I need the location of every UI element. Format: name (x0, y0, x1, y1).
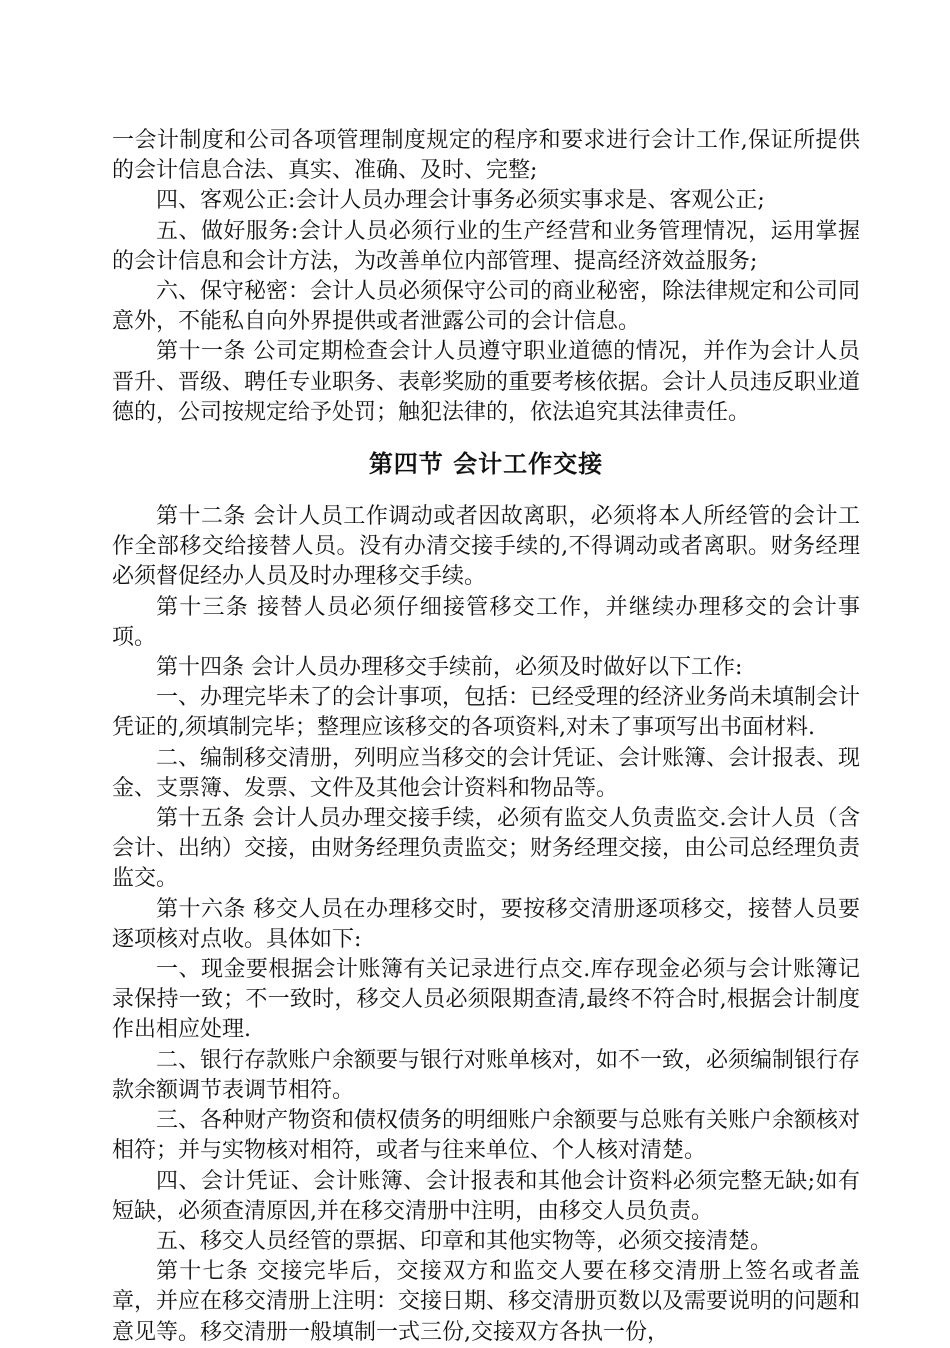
paragraph-assets-debts: 三、各种财产物资和债权债务的明细账户余额要与总账有关账户余额核对相符；并与实物核对相符，或者与往来单位、个人核对清楚。 (112, 1108, 861, 1164)
paragraph-bank-deposit: 二、银行存款账户余额要与银行对账单核对，如不一致，必须编制银行存款余额调节表调节相符。 (112, 1047, 861, 1103)
paragraph-article-13: 第十三条 接替人员必须仔细接管移交工作，并继续办理移交的会计事项。 (112, 594, 860, 650)
paragraph-continued: 一会计制度和公司各项管理制度规定的程序和要求进行会计工作,保证所提供的会计信息合法、真实、准确、及时、完整; (112, 128, 860, 184)
paragraph-accounting-materials: 四、会计凭证、会计账簿、会计报表和其他会计资料必须完整无缺;如有短缺，必须查清原因,并在移交清册中注明，由移交人员负责。 (112, 1168, 860, 1224)
paragraph-good-service: 五、做好服务:会计人员必须行业的生产经营和业务管理情况，运用掌握的会计信息和会计方法，为改善单位内部管理、提高经济效益服务; (112, 218, 860, 274)
paragraph-item-2: 二、编制移交清册，列明应当移交的会计凭证、会计账簿、会计报表、现金、支票簿、发票、文件及其他会计资料和物品等。 (112, 745, 861, 801)
section-title: 第四节 会计工作交接 (368, 450, 604, 479)
paragraph-cash-handover: 一、现金要根据会计账簿有关记录进行点交.库存现金必须与会计账簿记录保持一致；不一致时，移交人员必须限期查清,最终不符合时,根据会计制度作出相应处理. (112, 957, 860, 1043)
paragraph-objective-fairness: 四、客观公正:会计人员办理会计事务必须实事求是、客观公正; (156, 188, 765, 214)
paragraph-article-12: 第十二条 会计人员工作调动或者因故离职，必须将本人所经管的会计工作全部移交给接替人员。没有办清交接手续的,不得调动或者离职。财务经理必须督促经办人员及时办理移交手续。 (112, 504, 860, 590)
paragraph-article-11: 第十一条 公司定期检查会计人员遵守职业道德的情况，并作为会计人员晋升、晋级、聘任专业职务、表彰奖励的重要考核依据。会计人员违反职业道德的，公司按规定给予处罚；触犯法律的，依法追究其法律责任。 (112, 339, 861, 425)
paragraph-article-14: 第十四条 会计人员办理移交手续前，必须及时做好以下工作: (156, 655, 743, 681)
paragraph-article-17: 第十七条 交接完毕后，交接双方和监交人要在移交清册上签名或者盖章，并应在移交清册上注明：交接日期、移交清册页数以及需要说明的问题和意见等。移交清册一般填制一式三份,交接双方各执一份， (112, 1259, 861, 1345)
paragraph-article-16: 第十六条 移交人员在办理移交时，要按移交清册逐项移交，接替人员要逐项核对点收。具体如下: (112, 896, 860, 952)
paragraph-article-15: 第十五条 会计人员办理交接手续，必须有监交人负责监交.会计人员（含会计、出纳）交接，由财务经理负责监交；财务经理交接，由公司总经理负责监交。 (112, 806, 861, 892)
document-body (112, 126, 860, 1348)
paragraph-items-handover: 五、移交人员经管的票据、印章和其他实物等，必须交接清楚。 (156, 1228, 773, 1254)
paragraph-item-1: 一、办理完毕未了的会计事项，包括：已经受理的经济业务尚未填制会计凭证的,须填制完毕；整理应该移交的各项资料,对未了事项写出书面材料. (112, 685, 861, 741)
paragraph-confidentiality: 六、保守秘密：会计人员必须保守公司的商业秘密，除法律规定和公司同意外，不能私自向外界提供或者泄露公司的会计信息。 (112, 279, 861, 335)
